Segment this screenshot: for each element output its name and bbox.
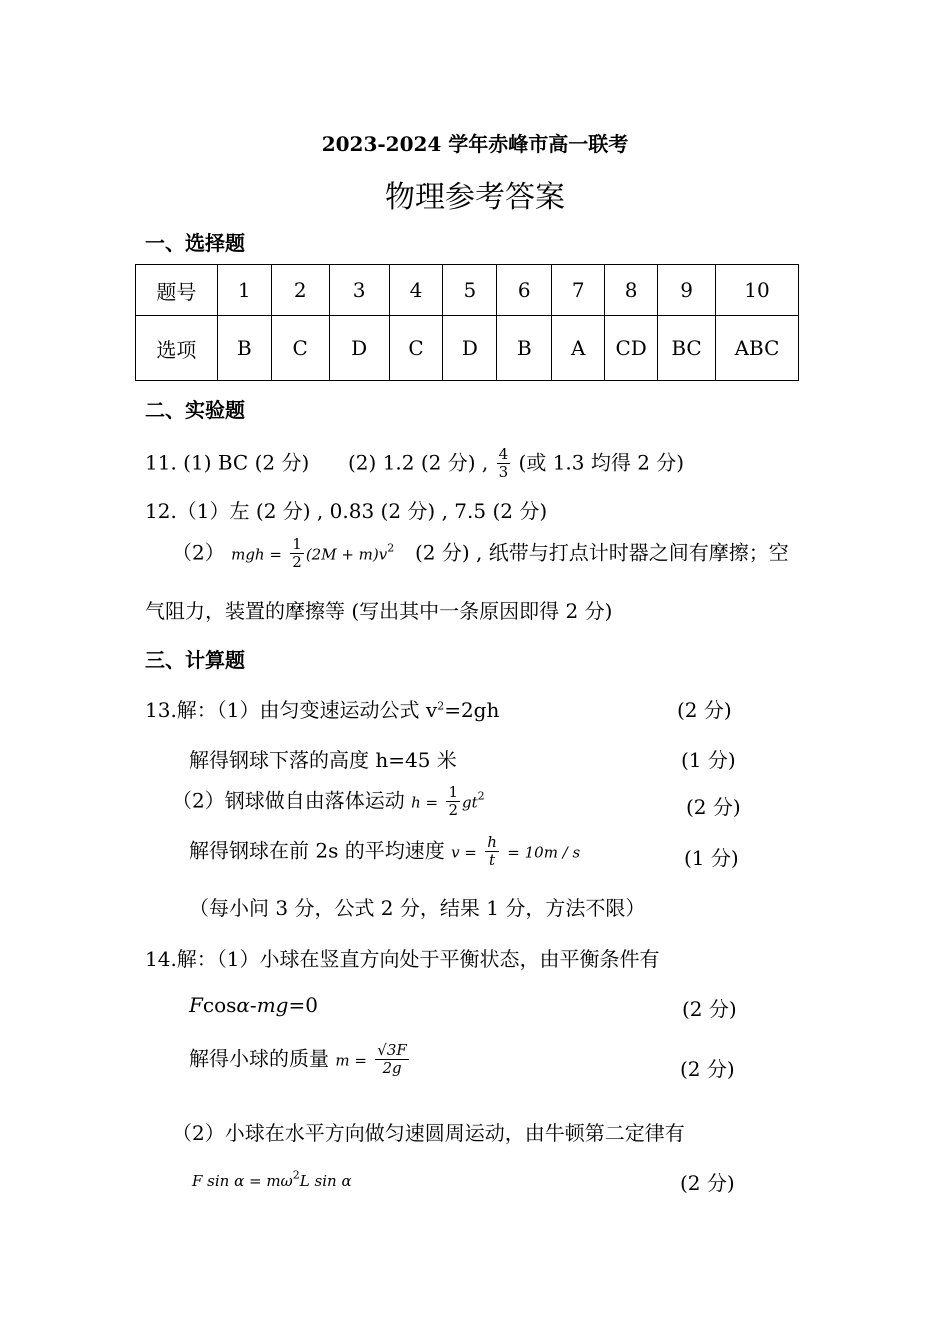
table-cell: 2 (271, 265, 329, 316)
q14-line1: 14.解：（1）小球在竖直方向处于平衡状态，由平衡条件有 (145, 947, 660, 971)
q11-part3: (或 1.3 均得 2 分) (518, 450, 685, 475)
fraction-denominator: 2 (292, 553, 302, 572)
q12-line1: 12.（1）左 (2 分) , 0.83 (2 分) , 7.5 (2 分) (145, 499, 548, 523)
q14-eq1 (189, 993, 318, 1017)
answer-key-title: 物理参考答案 (385, 180, 565, 215)
formula-left: F sin α = mω (192, 1172, 293, 1190)
fraction (290, 536, 304, 572)
fraction (497, 446, 511, 482)
score: (2 分) (682, 997, 737, 1021)
q11-line (145, 446, 684, 482)
eq-var: mg (256, 993, 289, 1017)
formula-right: L sin α (299, 1172, 352, 1190)
formula-rhs: = 10m / s (507, 843, 581, 862)
table-cell: C (389, 316, 443, 381)
table-cell: 8 (605, 265, 658, 316)
formula-lhs: mgh = (231, 545, 282, 564)
table-row-answers (136, 316, 799, 381)
table-cell: CD (605, 316, 658, 381)
table-cell: 1 (217, 265, 271, 316)
q13-note: （每小问 3 分，公式 2 分，结果 1 分，方法不限） (189, 896, 646, 920)
q13-line3-text: （2）钢球做自由落体运动 (172, 788, 405, 813)
score: (2 分) (680, 1171, 735, 1195)
table-row-numbers (136, 265, 799, 316)
fraction-numerator: 1 (292, 535, 302, 553)
q14-line3-text: 解得小球的质量 (189, 1046, 329, 1071)
fraction (485, 834, 499, 870)
section-2-heading: 二、实验题 (145, 398, 245, 422)
exponent: 2 (437, 699, 445, 713)
table-cell: 3 (329, 265, 389, 316)
q13-line4 (189, 834, 580, 870)
q12-line2-text: (2 分) , 纸带与打点计时器之间有摩擦；空 (414, 540, 789, 565)
eq-func: cos (202, 993, 237, 1017)
eq-op: - (249, 993, 257, 1017)
row-header-number: 题号 (136, 265, 218, 316)
formula-exponent: 2 (292, 1168, 300, 1182)
formula-exponent: 2 (477, 789, 485, 803)
row-header-answer: 选项 (136, 316, 218, 381)
table-cell: 10 (716, 265, 799, 316)
formula-lhs: h = (411, 793, 439, 812)
fraction (446, 784, 460, 820)
fraction-denominator: 3 (498, 463, 509, 482)
eq-end: =0 (288, 993, 318, 1017)
table-cell: C (271, 316, 329, 381)
section-3-heading: 三、计算题 (145, 648, 245, 672)
formula-exponent: 2 (387, 541, 395, 555)
q11-part2: (2) 1.2 (2 分) , (348, 450, 489, 475)
eq-var: F (189, 993, 203, 1017)
q14-line4: （2）小球在水平方向做匀速圆周运动，由牛顿第二定律有 (172, 1121, 685, 1145)
score: (1 分) (681, 748, 736, 772)
eq-var: α (236, 993, 250, 1017)
table-cell: ABC (716, 316, 799, 381)
fraction-numerator: √3F (377, 1041, 407, 1059)
score: (2 分) (680, 1057, 735, 1081)
q13-line1 (145, 694, 499, 723)
fraction-denominator: 2 (448, 801, 458, 820)
formula-rhs: (2M + m)v (305, 545, 388, 564)
q13-line2: 解得钢球下落的高度 h=45 米 (189, 748, 457, 772)
formula-lhs: m = (335, 1051, 367, 1070)
table-cell: B (497, 316, 552, 381)
table-cell: 9 (658, 265, 716, 316)
q12-line3: 气阻力，装置的摩擦等 (写出其中一条原因即得 2 分) (145, 599, 613, 623)
q14-line3 (189, 1042, 411, 1078)
fraction (375, 1042, 409, 1078)
q12-part-prefix: （2） (172, 540, 225, 565)
fraction-denominator: 2g (382, 1059, 402, 1078)
q13-line3 (172, 784, 485, 820)
answer-table (135, 264, 799, 381)
fraction-denominator: t (489, 851, 496, 870)
table-cell: 4 (389, 265, 443, 316)
q13-line4-text: 解得钢球在前 2s 的平均速度 (189, 838, 445, 863)
q13-line1-text: 13.解：（1）由匀变速运动公式 v (145, 698, 438, 722)
table-cell: 6 (497, 265, 552, 316)
fraction-numerator: h (487, 833, 497, 851)
formula-lhs: v = (451, 843, 477, 862)
q14-eq2 (192, 1167, 352, 1191)
table-cell: A (552, 316, 605, 381)
table-cell: B (217, 316, 271, 381)
score: (2 分) (677, 698, 732, 722)
score: (2 分) (686, 795, 741, 819)
score: (1 分) (684, 846, 739, 870)
fraction-numerator: 1 (448, 783, 458, 801)
table-cell: D (443, 316, 497, 381)
q11-part1: 11. (1) BC (2 分) (145, 450, 310, 475)
table-cell: 5 (443, 265, 497, 316)
table-cell: 7 (552, 265, 605, 316)
table-cell: BC (658, 316, 716, 381)
q12-line2 (172, 536, 789, 572)
section-1-heading: 一、选择题 (145, 231, 245, 255)
table-cell: D (329, 316, 389, 381)
q13-line1-text-end: =2gh (444, 698, 500, 722)
exam-title: 2023-2024 学年赤峰市高一联考 (321, 132, 629, 156)
formula-rhs: gt (462, 793, 478, 812)
fraction-numerator: 4 (498, 445, 509, 463)
